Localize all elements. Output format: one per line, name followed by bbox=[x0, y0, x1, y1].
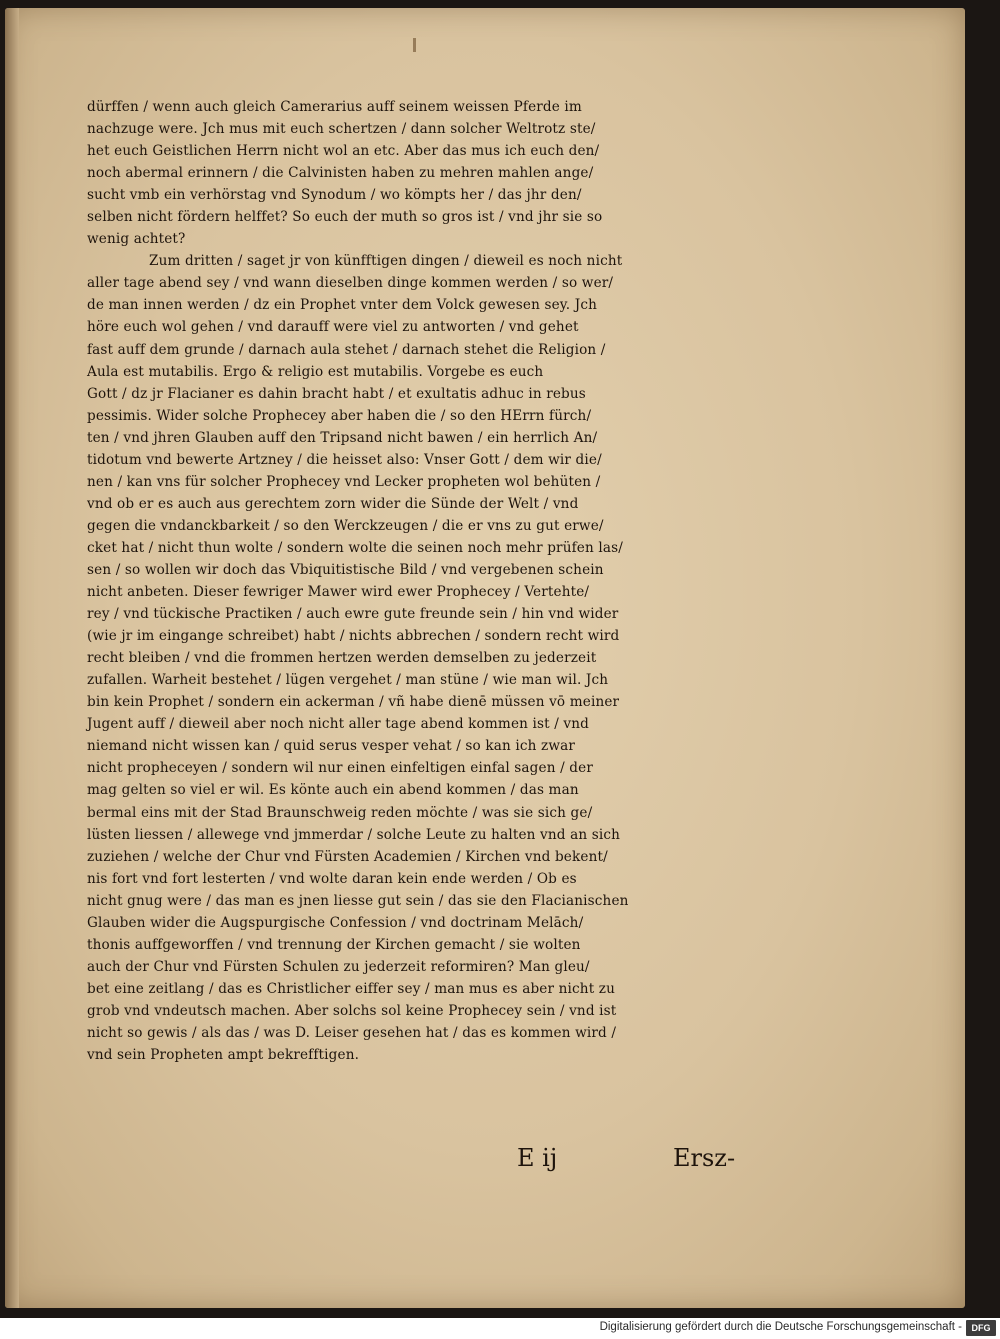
text-line: Jugent auff / dieweil aber noch nicht aller tage abend kommen ist / vnd bbox=[87, 716, 590, 733]
digitization-credit: Digitalisierung gefördert durch die Deutsche Forschungsgemeinschaft - bbox=[599, 1321, 962, 1333]
text-line: zuziehen / welche der Chur vnd Fürsten Academien / Kirchen vnd bekent/ bbox=[87, 848, 608, 865]
text-line: nen / kan vns für solcher Prophecey vnd Lecker propheten wol behüten / bbox=[87, 473, 601, 490]
body-text bbox=[87, 96, 747, 1066]
text-line: wenig achtet? bbox=[87, 231, 186, 248]
catchword: Ersz- bbox=[673, 1144, 736, 1172]
text-line: nicht propheceyen / sondern wil nur einen einfeltigen einfal sagen / der bbox=[87, 760, 593, 777]
page-footer-row bbox=[5, 1144, 965, 1184]
text-line: vnd ob er es auch aus gerechtem zorn wider die Sünde der Welt / vnd bbox=[87, 495, 579, 512]
ink-mark bbox=[413, 38, 416, 52]
text-line: Zum dritten / saget jr von künfftigen dingen / dieweil es noch nicht bbox=[149, 253, 623, 270]
text-line: cket hat / nicht thun wolte / sondern wolte die seinen noch mehr prüfen las/ bbox=[87, 539, 623, 556]
text-line: vnd sein Propheten ampt bekrefftigen. bbox=[87, 1047, 360, 1064]
text-line: nicht gnug were / das man es jnen liesse gut sein / das sie den Flacianischen bbox=[87, 892, 629, 909]
text-line: Gott / dz jr Flacianer es dahin bracht habt / et exultatis adhuc in rebus bbox=[87, 385, 586, 402]
text-line: het euch Geistlichen Herrn nicht wol an etc. Aber das mus ich euch den/ bbox=[87, 143, 600, 160]
text-line: nis fort vnd fort lesterten / vnd wolte daran kein ende werden / Ob es bbox=[87, 870, 577, 887]
paper-page bbox=[5, 8, 965, 1308]
text-line: dürffen / wenn auch gleich Camerarius auff seinem weissen Pferde im bbox=[87, 99, 582, 115]
text-line: sen / so wollen wir doch das Vbiquitistische Bild / vnd vergebenen schein bbox=[87, 561, 604, 578]
text-line: ten / vnd jhren Glauben auff den Tripsand nicht bawen / ein herrlich An/ bbox=[87, 429, 598, 446]
text-line: sucht vmb ein verhörstag vnd Synodum / wo kömpts her / das jhr den/ bbox=[87, 187, 582, 204]
text-line: zufallen. Warheit bestehet / lügen vergehet / man stüne / wie man wil. Jch bbox=[87, 672, 609, 689]
signature-mark: E ij bbox=[517, 1144, 558, 1172]
text-line: höre euch wol gehen / vnd darauff were viel zu antworten / vnd gehet bbox=[87, 319, 579, 336]
text-line: tidotum vnd bewerte Artzney / die heisset also: Vnser Gott / dem wir die/ bbox=[87, 451, 602, 468]
text-line: auch der Chur vnd Fürsten Schulen zu jederzeit reformiren? Man gleu/ bbox=[87, 958, 590, 975]
credit-bar bbox=[0, 1318, 1000, 1339]
text-line: bermal eins mit der Stad Braunschweig reden möchte / was sie sich ge/ bbox=[87, 804, 593, 821]
text-line: recht bleiben / vnd die frommen hertzen werden demselben zu jederzeit bbox=[87, 650, 597, 667]
dfg-logo: DFG bbox=[966, 1320, 996, 1336]
text-line: fast auff dem grunde / darnach aula stehet / darnach stehet die Religion / bbox=[87, 341, 606, 358]
text-line: gegen die vndanckbarkeit / so den Werckzeugen / die er vns zu gut erwe/ bbox=[87, 517, 604, 534]
text-line: lüsten liessen / allewege vnd jmmerdar / solche Leute zu halten vnd an sich bbox=[87, 826, 620, 843]
text-line: pessimis. Wider solche Prophecey aber haben die / so den HErrn fürch/ bbox=[87, 407, 592, 424]
text-line: selben nicht fördern helffet? So euch der muth so gros ist / vnd jhr sie so bbox=[87, 209, 603, 226]
text-line: noch abermal erinnern / die Calvinisten haben zu mehren mahlen ange/ bbox=[87, 165, 594, 182]
text-line: bin kein Prophet / sondern ein ackerman / vñ habe dienē müssen vō meiner bbox=[87, 694, 620, 711]
text-line: nicht so gewis / als das / was D. Leiser gesehen hat / das es kommen wird / bbox=[87, 1024, 617, 1041]
text-line: bet eine zeitlang / das es Christlicher eiffer sey / man mus es aber nicht zu bbox=[87, 980, 615, 997]
text-line: grob vnd vndeutsch machen. Aber solchs sol keine Prophecey sein / vnd ist bbox=[87, 1002, 617, 1019]
text-line: niemand nicht wissen kan / quid serus vesper vehat / so kan ich zwar bbox=[87, 738, 576, 755]
text-line: rey / vnd tückische Practiken / auch ewre gute freunde sein / hin vnd wider bbox=[87, 606, 619, 623]
text-line: aller tage abend sey / vnd wann dieselben dinge kommen werden / so wer/ bbox=[87, 275, 614, 292]
binding-edge bbox=[5, 8, 19, 1308]
text-line: nachzuge were. Jch mus mit euch schertzen / dann solcher Weltrotz ste/ bbox=[87, 121, 596, 138]
text-line: (wie jr im eingange schreibet) habt / nichts abbrechen / sondern recht wird bbox=[87, 628, 620, 645]
text-line: nicht anbeten. Dieser fewriger Mawer wird ewer Prophecey / Vertehte/ bbox=[87, 584, 590, 601]
text-line: thonis auffgeworffen / vnd trennung der Kirchen gemacht / sie wolten bbox=[87, 936, 581, 953]
text-line: Glauben wider die Augspurgische Confession / vnd doctrinam Melāch/ bbox=[87, 914, 584, 931]
text-line: de man innen werden / dz ein Prophet vnter dem Volck gewesen sey. Jch bbox=[87, 297, 598, 314]
text-line: Aula est mutabilis. Ergo & religio est mutabilis. Vorgebe es euch bbox=[87, 363, 544, 380]
text-line: mag gelten so viel er wil. Es könte auch ein abend kommen / das man bbox=[87, 782, 579, 799]
